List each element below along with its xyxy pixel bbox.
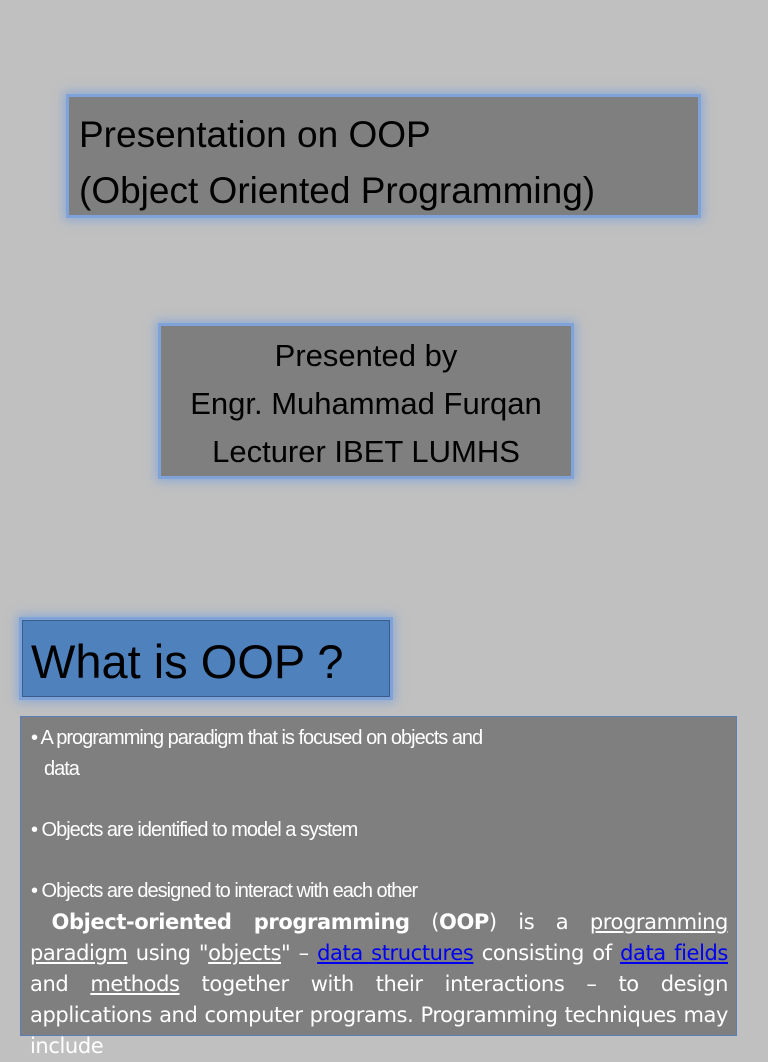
para-text-2: using ": [127, 941, 209, 965]
presenter-line-1: Presented by: [274, 338, 458, 373]
title-line-1: Presentation on OOP: [79, 114, 431, 155]
link-data-fields[interactable]: data fields: [620, 941, 728, 965]
abbr-oop: OOP: [439, 910, 489, 934]
bullet-1-line-2: data: [44, 758, 79, 780]
para-text-3: " –: [281, 941, 318, 965]
link-data-structures[interactable]: data structures: [317, 941, 474, 965]
para-text-6: together with their interactions – to design applications and computer programs. Programming techniques may include: [30, 972, 728, 1058]
bullet-3: • Objects are designed to interact with each other: [31, 880, 418, 902]
presenter-box: [161, 326, 571, 476]
para-text-4: consisting of: [473, 941, 621, 965]
title-line-2: (Object Oriented Programming): [79, 170, 596, 211]
para-text-0: (: [409, 910, 440, 934]
link-methods[interactable]: methods: [90, 972, 180, 996]
para-text-5: and: [30, 972, 91, 996]
term-oop: Object-oriented programming: [51, 910, 410, 934]
presenter-role: Lecturer IBET LUMHS: [212, 434, 520, 469]
content-box: [20, 716, 737, 1058]
section-heading: What is OOP ?: [22, 620, 390, 697]
link-programming-paradigm[interactable]: programming paradigm: [30, 910, 728, 965]
link-objects[interactable]: objects: [208, 941, 282, 965]
presenter-name: Engr. Muhammad Furqan: [190, 386, 542, 421]
definition-paragraph: [30, 907, 728, 1062]
bullet-2: • Objects are identified to model a system: [31, 819, 358, 841]
bullet-1-line-1: • A programming paradigm that is focused on objects and: [31, 727, 483, 749]
para-text-1: ) is a: [488, 910, 590, 934]
title-box: [69, 97, 698, 215]
